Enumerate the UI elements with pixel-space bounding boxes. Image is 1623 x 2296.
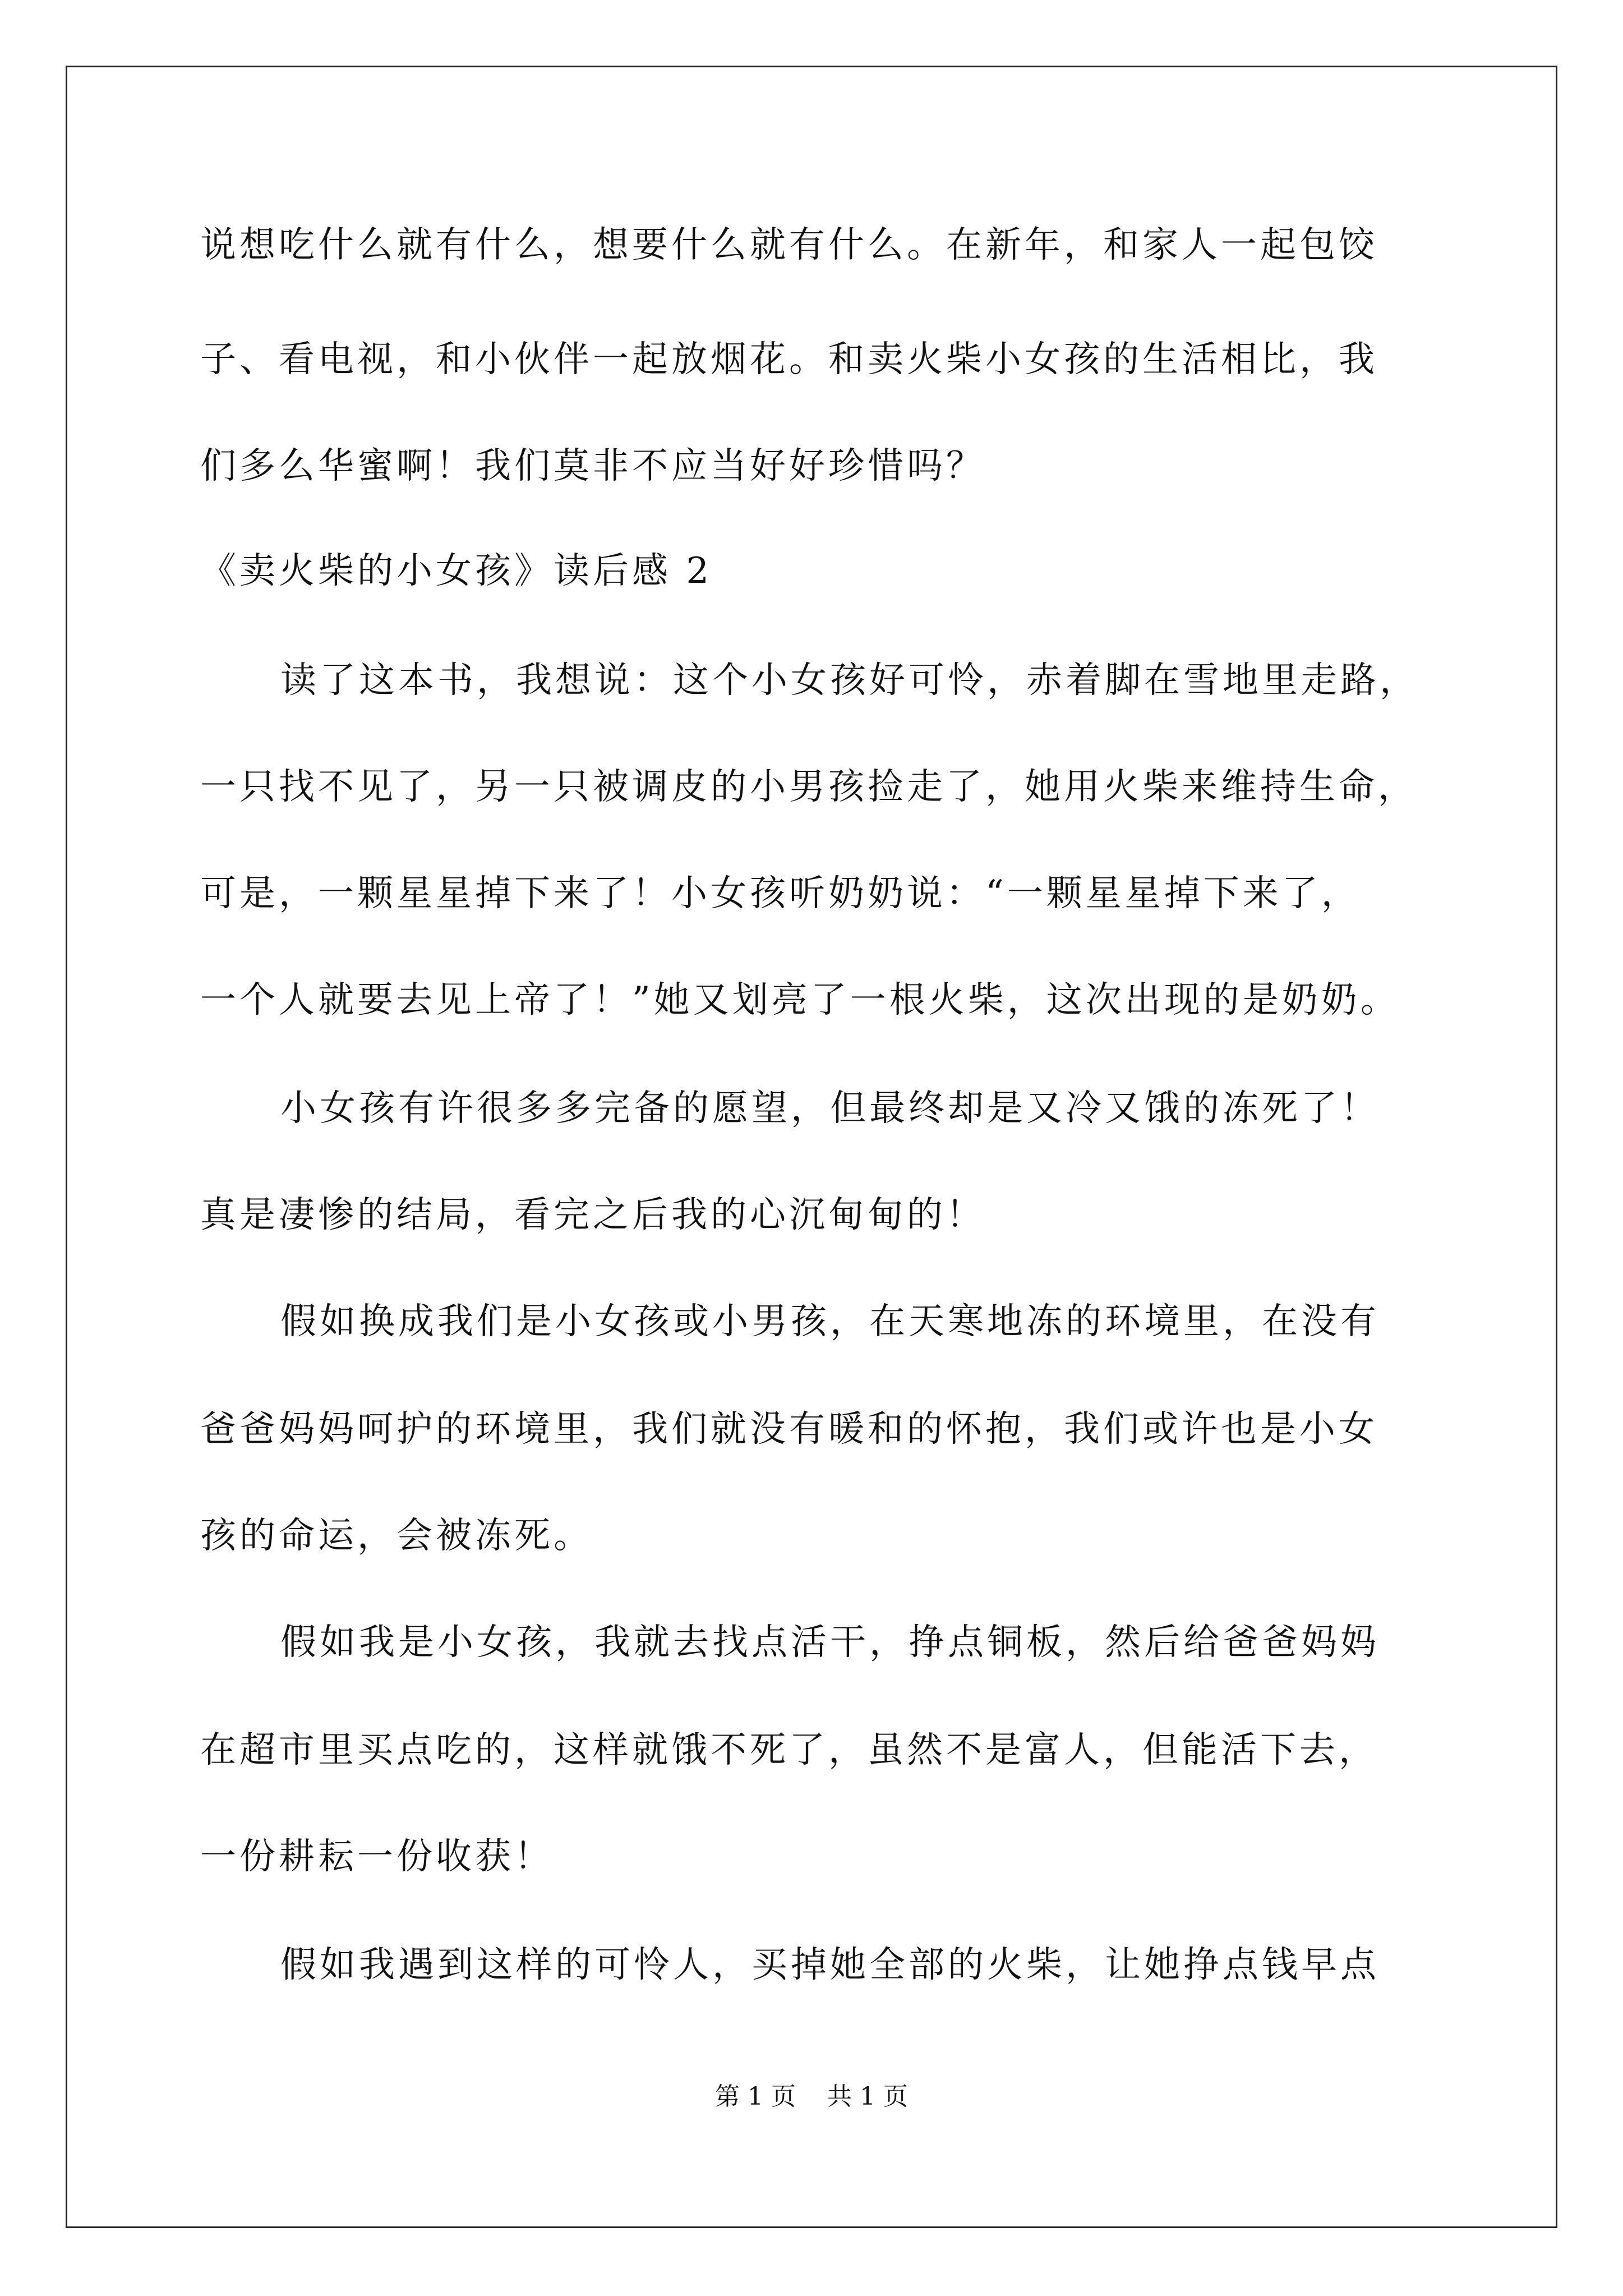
paragraph-line: 孩的命运，会被冻死。 [200, 1515, 593, 1557]
paragraph-line: 们多么华蜜啊！我们莫非不应当好好珍惜吗？ [200, 445, 985, 487]
paragraph-line: 在超市里买点吃的，这样就饿不死了，虽然不是富人，但能活下去， [200, 1729, 1378, 1771]
page-border [66, 66, 1557, 2228]
paragraph-line: 真是凄惨的结局，看完之后我的心沉甸甸的！ [200, 1194, 985, 1236]
paragraph-line: 子、看电视，和小伙伴一起放烟花。和卖火柴小女孩的生活相比，我 [200, 339, 1378, 380]
page-number-footer: 第 1 页 共 1 页 [715, 2082, 908, 2111]
paragraph-line: 说想吃什么就有什么，想要什么就有什么。在新年，和家人一起包饺 [200, 224, 1378, 266]
paragraph-line: 一个人就要去见上帝了！”她又划亮了一根火柴，这次出现的是奶奶。 [200, 979, 1400, 1021]
paragraph-line: 假如我遇到这样的可怜人，买掉她全部的火柴，让她挣点钱早点 [280, 1944, 1380, 1986]
paragraph-line: 读了这本书，我想说：这个小女孩好可怜，赤着脚在雪地里走路， [280, 660, 1419, 701]
paragraph-line: 假如我是小女孩，我就去找点活干，挣点铜板，然后给爸爸妈妈 [280, 1622, 1380, 1663]
paragraph-line: 假如换成我们是小女孩或小男孩，在天寒地冻的环境里，在没有 [280, 1301, 1380, 1342]
paragraph-line: 一只找不见了，另一只被调皮的小男孩捡走了，她用火柴来维持生命， [200, 766, 1417, 808]
paragraph-line: 一份耕耘一份收获！ [200, 1836, 554, 1878]
paragraph-line: 爸爸妈妈呵护的环境里，我们就没有暖和的怀抱，我们或许也是小女 [200, 1409, 1378, 1450]
paragraph-line: 小女孩有许很多多完备的愿望，但最终却是又冷又饿的冻死了！ [280, 1088, 1380, 1129]
section-heading: 《卖火柴的小女孩》读后感 2 [200, 550, 713, 592]
paragraph-line: 可是，一颗星星掉下来了！小女孩听奶奶说：“一颗星星掉下来了， [200, 873, 1361, 914]
